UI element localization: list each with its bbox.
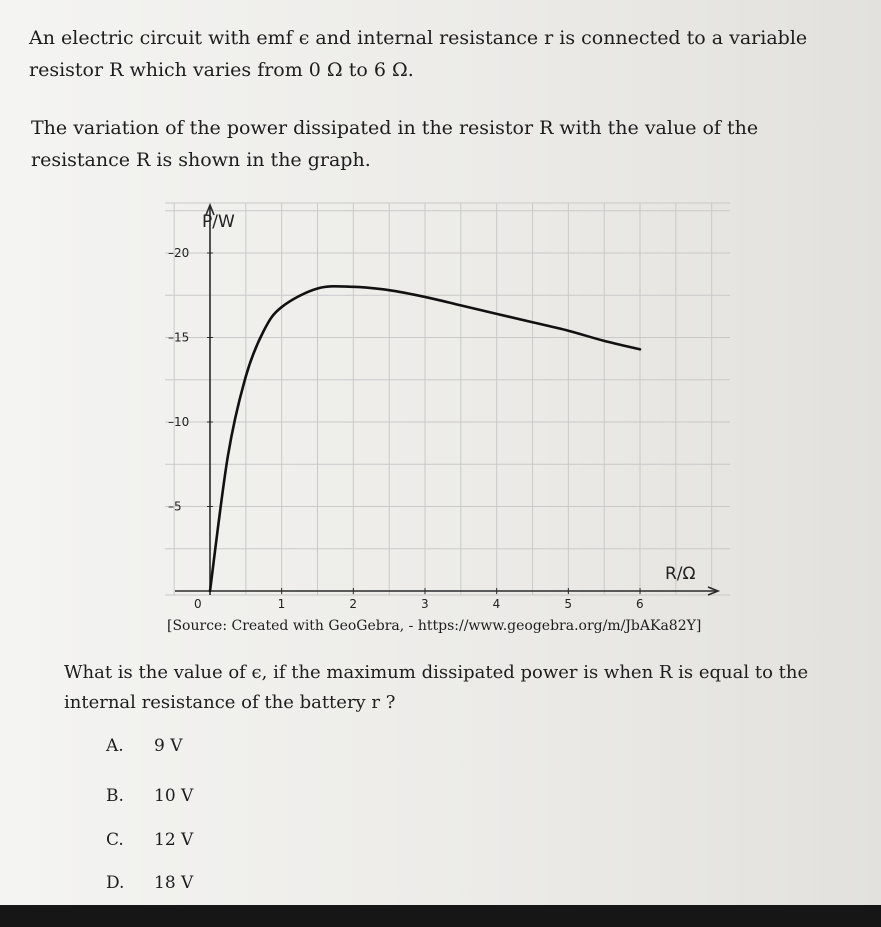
intro-text: An electric circuit with emf ϵ and internal resistance r is connected to a variable resistor R which varies from 0 Ω to 6 Ω. (29, 27, 808, 81)
x-tick-label: 6 (636, 597, 644, 611)
option-a-letter: A. (106, 736, 124, 756)
x-tick-label: 1 (277, 597, 286, 611)
y-tick-label: –5 (168, 499, 182, 514)
source-citation: [Source: Created with GeoGebra, - https://www.geogebra.org/m/JbAKa82Y] (167, 618, 702, 634)
option-d[interactable] (106, 873, 193, 893)
option-c-letter: C. (106, 830, 124, 850)
x-tick-label: 3 (421, 597, 429, 611)
option-a-text: 9 V (154, 736, 183, 756)
option-c[interactable] (106, 830, 193, 850)
graph-description: The variation of the power dissipated in the resistor R with the value of the resistance R is shown in the graph. (31, 117, 759, 171)
y-tick-label: –10 (168, 415, 190, 429)
option-c-text: 12 V (154, 830, 194, 850)
option-b[interactable] (106, 786, 193, 806)
option-a[interactable] (106, 736, 183, 756)
x-tick-label: 2 (349, 597, 357, 611)
y-tick-label: –20 (168, 246, 190, 260)
x-tick-label: 5 (564, 597, 572, 611)
chart-labels (168, 212, 696, 611)
x-axis-title: R/Ω (665, 564, 696, 584)
question-text: What is the value of ϵ, if the maximum dissipated power is when R is equal to the internal resistance of the battery r ? (64, 662, 809, 713)
option-b-letter: B. (106, 786, 124, 806)
y-axis-title: P/W (202, 212, 235, 232)
option-b-text: 10 V (154, 786, 194, 806)
chart-axes (175, 205, 718, 595)
x-tick-label: 4 (492, 597, 501, 611)
option-d-text: 18 V (154, 873, 194, 893)
x-tick-label: 0 (194, 597, 202, 611)
y-tick-label: –15 (168, 330, 190, 345)
power-resistance-chart (145, 195, 735, 620)
bottom-bar (0, 905, 881, 927)
chart-grid (165, 203, 730, 595)
option-d-letter: D. (106, 873, 125, 893)
